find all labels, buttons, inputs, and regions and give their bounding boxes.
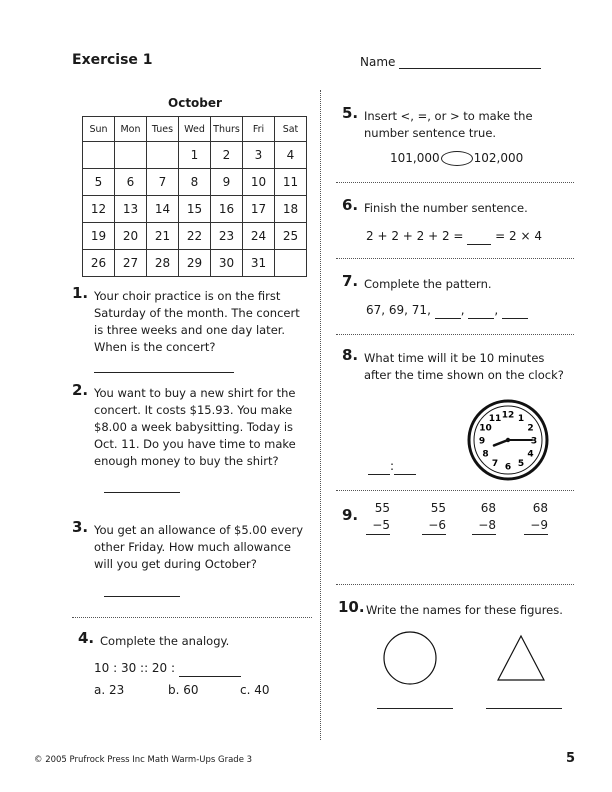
question-6 [342,196,572,217]
day-header: Wed [179,117,211,142]
choice-c[interactable]: c. 40 [240,683,270,697]
section-divider [336,334,574,335]
question-4-text: Complete the analogy. [100,634,230,648]
calendar-day: 21 [147,223,179,250]
clock-number: 5 [517,459,525,469]
answer-blank[interactable] [104,480,180,493]
triangle-name-blank[interactable] [486,696,562,709]
calendar-day: 15 [179,196,211,223]
clock-number: 10 [479,423,492,434]
calendar-day: 20 [115,223,147,250]
clock-number: 7 [491,459,499,469]
calendar-day: 14 [147,196,179,223]
question-10-text: Write the names for these figures. [366,603,563,617]
clock-number: 9 [478,436,486,447]
calendar-day: 8 [179,169,211,196]
minute-blank[interactable] [394,462,416,475]
answer-blank[interactable] [104,584,180,597]
clock-number: 12 [501,410,515,421]
answer-blank[interactable] [502,306,528,319]
calendar-week [83,223,307,250]
question-2 [72,381,312,470]
calendar-day: 23 [211,223,243,250]
calendar-day: 19 [83,223,115,250]
calendar-day: 22 [179,223,211,250]
question-number: 1. [72,284,89,302]
calendar-day: 3 [243,142,275,169]
page-number: 5 [566,751,576,766]
question-number: 10. [338,598,365,616]
question-number: 3. [72,518,89,536]
calendar-day [147,142,179,169]
calendar-day [115,142,147,169]
calendar-week [83,142,307,169]
question-5 [342,104,572,142]
right-number: 102,000 [473,151,524,165]
calendar-day: 29 [179,250,211,277]
comparison-oval[interactable] [441,151,473,166]
day-header: Tues [147,117,179,142]
subtraction-problem: 55 −5 [366,500,390,535]
day-header: Thurs [211,117,243,142]
question-number: 2. [72,381,89,399]
day-header: Sat [275,117,307,142]
calendar-week [83,196,307,223]
question-8 [342,346,572,384]
question-1 [72,284,312,373]
answer-blank[interactable] [435,306,461,319]
day-header: Fri [243,117,275,142]
calendar-day: 7 [147,169,179,196]
circle-name-blank[interactable] [377,696,453,709]
name-label: Name [360,55,396,69]
copyright-text: © 2005 Prufrock Press Inc Math Warm-Ups Grade 3 [34,755,253,765]
section-divider [336,584,574,585]
day-header: Mon [115,117,147,142]
section-divider [72,617,312,618]
number-sentence: 2 + 2 + 2 + 2 = = 2 × 4 [366,229,542,243]
question-number: 9. [342,506,359,524]
answer-blank[interactable] [179,664,241,677]
hour-blank[interactable] [368,462,390,475]
question-number: 8. [342,346,359,364]
question-3 [72,518,312,573]
subtraction-problem: 55 −6 [422,500,446,535]
calendar-week [83,169,307,196]
calendar-week [83,250,307,277]
name-blank[interactable] [399,56,541,69]
question-6-text: Finish the number sentence. [364,201,528,215]
section-divider [336,490,574,491]
calendar-day: 27 [115,250,147,277]
calendar-day: 31 [243,250,275,277]
question-5-text: Insert <, =, or > to make the number sentence true. [364,109,533,140]
calendar-day: 17 [243,196,275,223]
left-number: 101,000 [390,151,440,165]
answer-blank[interactable] [467,232,491,245]
calendar-table [82,116,307,277]
calendar-day: 5 [83,169,115,196]
clock-number: 4 [527,449,534,460]
question-number: 6. [342,196,359,214]
exercise-title: Exercise 1 [72,52,153,68]
question-8-text: What time will it be 10 minutes after the time shown on the clock? [364,351,564,382]
question-7-text: Complete the pattern. [364,277,492,291]
clock-number: 1 [517,414,525,424]
answer-blank[interactable] [94,360,234,373]
question-10 [338,598,574,619]
calendar-day [275,250,307,277]
calendar-day: 2 [211,142,243,169]
calendar-month: October [168,96,222,110]
calendar-day [83,142,115,169]
clock-number: 6 [504,462,512,473]
triangle-icon [496,634,546,682]
section-divider [336,258,574,259]
question-4 [78,629,308,650]
answer-blank[interactable] [468,306,494,319]
clock-number: 11 [488,414,502,424]
calendar-day: 12 [83,196,115,223]
calendar-day: 9 [211,169,243,196]
day-header: Sun [83,117,115,142]
name-field[interactable] [360,55,541,69]
pattern-sequence: 67, 69, 71, , , [366,302,528,319]
calendar-day: 1 [179,142,211,169]
calendar-day: 6 [115,169,147,196]
analogy-expression: 10 : 30 :: 20 : [94,660,241,677]
calendar-day: 16 [211,196,243,223]
calendar-day: 25 [275,223,307,250]
calendar-day: 18 [275,196,307,223]
clock-number: 8 [482,449,489,460]
calendar-day: 10 [243,169,275,196]
question-7 [342,272,572,293]
time-answer: : [368,458,416,475]
column-divider [320,90,321,740]
question-number: 4. [78,629,95,647]
calendar-day: 30 [211,250,243,277]
calendar-day: 24 [243,223,275,250]
section-divider [336,182,574,183]
calendar-header-row [83,117,307,142]
question-number: 5. [342,104,359,122]
question-number: 7. [342,272,359,290]
subtraction-problem: 68 −9 [524,500,548,535]
clock-number: 2 [527,423,534,434]
question-3-text: You get an allowance of $5.00 every other Friday. How much allowance will you get during October? [94,523,304,571]
circle-icon [382,630,438,686]
clock-icon [466,398,550,482]
comparison-sentence [390,150,523,167]
calendar-day: 28 [147,250,179,277]
choice-a[interactable]: a. 23 [94,683,125,697]
calendar-day: 13 [115,196,147,223]
clock-number: 3 [530,436,538,447]
subtraction-problem: 68 −8 [472,500,496,535]
question-1-text: Your choir practice is on the first Saturday of the month. The concert is three weeks and one day later. When is the concert? [72,288,312,373]
choice-b[interactable]: b. 60 [168,683,199,697]
calendar-day: 11 [275,169,307,196]
question-2-text: You want to buy a new shirt for the concert. It costs $15.93. You make $8.00 a week babysitting. Today is Oct. 11. Do you have time to make enough money to buy the shirt? [94,386,296,468]
calendar-day: 26 [83,250,115,277]
calendar-day: 4 [275,142,307,169]
